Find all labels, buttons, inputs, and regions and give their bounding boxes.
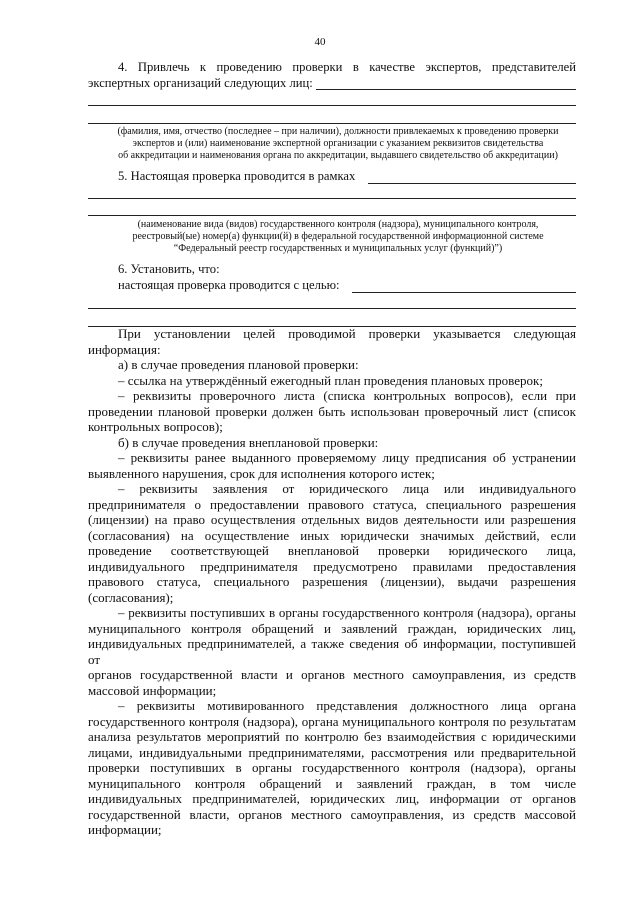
item4-line2: экспертных организаций следующих лиц: [88,76,313,90]
fill-line [88,308,576,309]
fill-line [88,198,576,199]
item4-line1: 4. Привлечь к проведению проверки в качестве экспертов, представителей [118,60,576,74]
item6-line1: 6. Установить, что: [118,262,220,276]
item6-line2: настоящая проверка проводится с целью: [118,278,340,292]
fill-line [352,292,576,293]
item5-line1: 5. Настоящая проверка проводится в рамках [118,169,356,183]
item5-note: (наименование вида (видов) государственного контроля (надзора), муниципального контроля, реестровый(ые) номер(а) функции(й) в федеральной государственной информационной системе “Федеральный реестр государственных и муниципальных услуг (функций)”) [132,219,544,254]
fill-line [88,215,576,216]
fill-line [368,183,576,184]
page-number: 40 [314,36,326,48]
fill-line [316,89,576,90]
item4-note: (фамилия, имя, отчество (последнее – при наличии), должности привлекаемых к проведению проверки экспертов и (или) наименование экспертной организации с указанием реквизитов свидетельства об аккредитации и наименования органа по аккредитации, выдавшего свидетельство об аккредитации) [117,126,559,161]
fill-line [88,123,576,124]
body-text: При установлении целей проводимой проверки указывается следующая информация: а) в случае проведения плановой проверки: – ссылка на утверждённый ежегодный план проведения плановых проверок; – реквизиты проверочного листа (списка контрольных вопросов), если при проведении плановой проверки должен быть использован проверочный лист (список контрольных вопросов); б) в случае проведения внеплановой проверки: – реквизиты ранее выданного проверяемому лицу предписания об устранении выявленного нарушения, срок для исполнения которого истек; – реквизиты заявления от юридического лица или индивидуального предпринимателя о предоставлении правового статуса, специального разрешения (лицензии) на право осуществления отдельных видов деятельности или разрешения (согласования) на осуществление иных юридически значимых действий, если проведение соответствующей внеплановой проверки юридического лица, индивидуального предпринимателя предусмотрено правилами предоставления правового статуса, специального разрешения (лицензии), выдачи разрешения (согласования); – реквизиты поступивших в органы государственного контроля (надзора), органы муниципального контроля обращений и заявлений граждан, юридических лиц, индивидуальных предпринимателей, а также сведения об информации, поступившей от органов государственной власти и органов местного самоуправления, из средств массовой информации; – реквизиты мотивированного представления должностного лица органа государственного контроля (надзора), органа муниципального контроля по результатам анализа результатов мероприятий по контролю без взаимодействия с юридическими лицами, индивидуальными предпринимателями, рассмотрения или предварительной проверки поступивших в органы государственного контроля (надзора), органы муниципального контроля обращений и заявлений граждан, в том числе индивидуальных предпринимателей, юридических лиц, информации от органов государственной власти, органов местного самоуправления, из средств массовой информации; [88,326,576,837]
fill-line [88,105,576,106]
